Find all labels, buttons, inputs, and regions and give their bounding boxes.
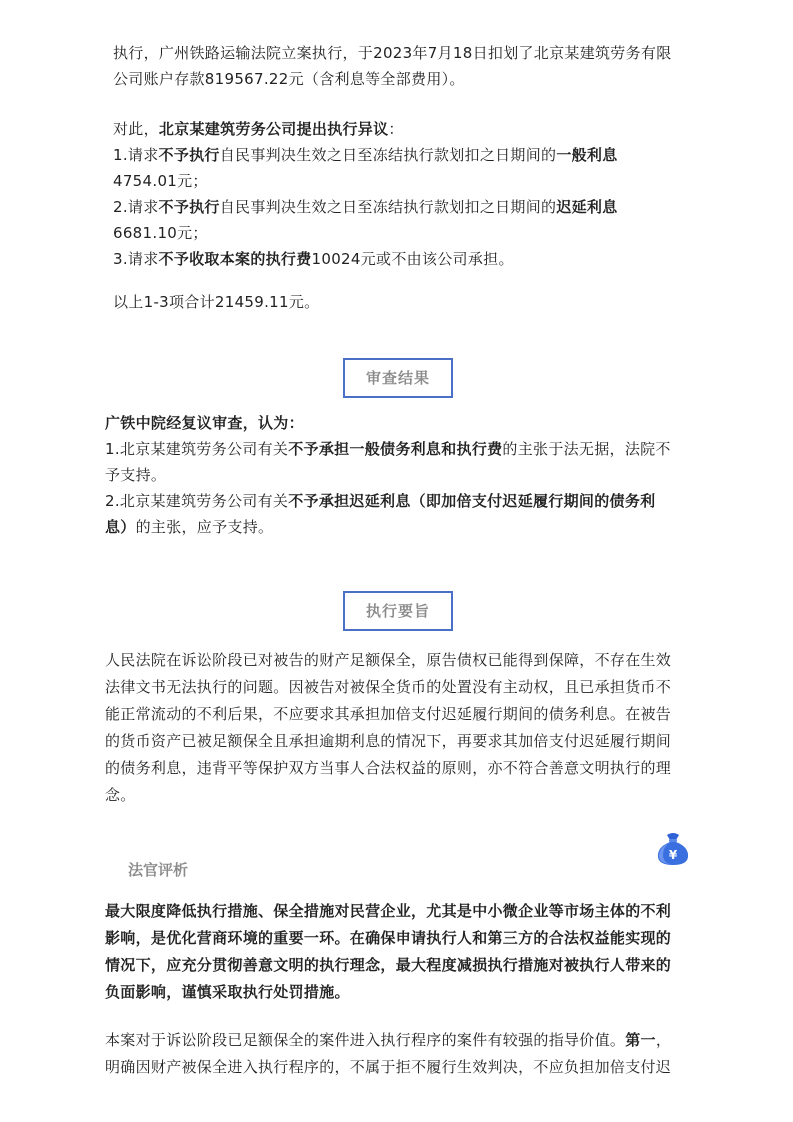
- commentary-line-2: 影响，是优化营商环境的重要一环。在确保申请执行人和第三方的合法权益能实现的: [105, 929, 672, 947]
- objection-item-3-bold: 不予收取本案的执行费: [158, 250, 312, 268]
- commentary-p2-line-1-bold: 第一: [625, 1031, 656, 1049]
- objection-item-3: [113, 246, 693, 272]
- review-item-2-pre: 2.北京某建筑劳务公司有关: [105, 492, 289, 510]
- commentary-line-4: 负面影响，谨慎采取执行处罚措施。: [105, 983, 350, 1001]
- objection-item-2-pre: 2.请求: [113, 198, 159, 216]
- review-item-1-line-2: 予支持。: [105, 466, 167, 484]
- review-heading: 广铁中院经复议审查，认为：: [105, 414, 304, 432]
- commentary-paragraph-1: [105, 898, 695, 1006]
- commentary-title: 法官评析: [128, 861, 189, 879]
- objection-item-2-bold-1: 不予执行: [158, 198, 220, 216]
- review-item-2-line-2-bold: 息）: [105, 518, 136, 536]
- gist-line-2: 法律文书无法执行的问题。因被告对被保全货币的处置没有主动权，且已承担货币不: [105, 678, 672, 696]
- review-item-1-pre: 1.北京某建筑劳务公司有关: [105, 440, 289, 458]
- objection-intro-bold: 北京某建筑劳务公司提出执行异议: [158, 120, 389, 138]
- commentary-paragraph-2: [105, 1027, 695, 1081]
- intro-paragraph: [113, 40, 693, 92]
- objection-intro: [113, 116, 693, 142]
- gist-line-5: 的债务利息，违背平等保护双方当事人合法权益的原则，亦不符合善意文明执行的理: [105, 759, 672, 777]
- objection-item-1-bold-1: 不予执行: [158, 146, 220, 164]
- objection-item-1-line-2: 4754.01元；: [113, 172, 208, 190]
- gist-line-6: 念。: [105, 786, 136, 804]
- gist-line-4: 的货币资产已被足额保全且承担逾期利息的情况下，再要求其加倍支付迟延履行期间: [105, 732, 672, 750]
- money-bag-icon: [654, 831, 692, 867]
- objection-item-3-pre: 3.请求: [113, 250, 159, 268]
- objection-intro-suffix: ：: [388, 120, 404, 138]
- objection-item-2-mid: 自民事判决生效之日至冻结执行款划扣之日期间的: [219, 198, 557, 216]
- commentary-line-3: 情况下，应充分贯彻善意文明的执行理念，最大程度减损执行措施对被执行人带来的: [105, 956, 672, 974]
- review-paragraph: [105, 410, 695, 540]
- gist-line-3: 能正常流动的不利后果，不应要求其承担加倍支付迟延履行期间的债务利息。在被告: [105, 705, 672, 723]
- commentary-p2-line-1-pre: 本案对于诉讼阶段已足额保全的案件进入执行程序的案件有较强的指导价值。: [105, 1031, 626, 1049]
- objection-item-1: [113, 142, 693, 168]
- objection-intro-prefix: 对此，: [113, 120, 159, 138]
- review-item-2-line-2: [105, 514, 695, 540]
- objection-item-2-line-2: 6681.10元；: [113, 224, 208, 242]
- intro-line-2: [113, 66, 693, 92]
- review-item-1-bold: 不予承担一般债务利息和执行费: [288, 440, 503, 458]
- objection-item-3-suffix: 10024元或不由该公司承担。: [311, 250, 514, 268]
- objection-total: 以上1-3项合计21459.11元。: [113, 293, 320, 311]
- objection-item-1-mid: 自民事判决生效之日至冻结执行款划扣之日期间的: [219, 146, 557, 164]
- intro-line-2-text: 公司账户存款819567.22元（含利息等全部费用）。: [113, 70, 465, 88]
- review-item-1-post: 的主张于法无据，法院不: [502, 440, 671, 458]
- objection-item-2: [113, 194, 693, 220]
- objection-item-2-bold-2: 迟延利息: [556, 198, 618, 216]
- review-item-1: [105, 436, 695, 462]
- svg-text:¥: ¥: [668, 848, 678, 862]
- intro-line-1: 执行，广州铁路运输法院立案执行，于2023年7月18日扣划了北京某建筑劳务有限: [113, 44, 672, 62]
- review-item-2-bold: 不予承担迟延利息（即加倍支付迟延履行期间的债务利: [288, 492, 656, 510]
- review-item-2-line-2-post: 的主张，应予支持。: [135, 518, 274, 536]
- gist-paragraph: [105, 647, 695, 809]
- commentary-line-1: 最大限度降低执行措施、保全措施对民营企业，尤其是中小微企业等市场主体的不利: [105, 902, 672, 920]
- review-result-badge: 审查结果: [343, 358, 453, 398]
- objection-item-1-pre: 1.请求: [113, 146, 159, 164]
- commentary-p2-line-1-post: ，: [655, 1031, 672, 1049]
- gist-line-1: 人民法院在诉讼阶段已对被告的财产足额保全，原告债权已能得到保障，不存在生效: [105, 651, 672, 669]
- commentary-p2-line-1: [105, 1027, 695, 1054]
- execution-gist-badge: 执行要旨: [343, 591, 453, 631]
- commentary-p2-line-2: 明确因财产被保全进入执行程序的，不属于拒不履行生效判决，不应负担加倍支付迟: [105, 1058, 672, 1076]
- objection-item-1-bold-2: 一般利息: [556, 146, 618, 164]
- review-item-2: [105, 488, 695, 514]
- objection-paragraph: [113, 116, 693, 272]
